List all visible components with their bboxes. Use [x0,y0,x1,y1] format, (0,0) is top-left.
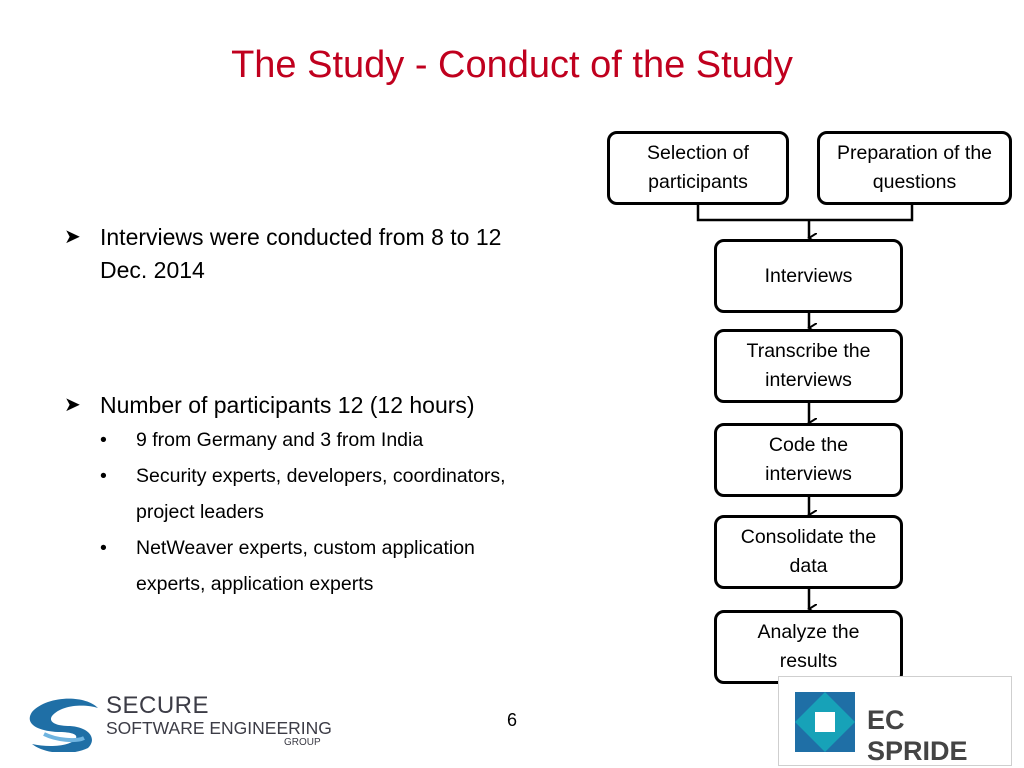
merge-connector [698,205,912,220]
ec-spride-mark-icon [795,692,855,752]
box-line: data [789,555,828,577]
box-line: Interviews [764,264,853,287]
flow-box-code [714,423,903,497]
box-line: interviews [765,463,852,485]
bullet-line: Interviews were conducted from 8 to 12 [100,224,502,250]
page-number: 6 [506,710,517,730]
sse-logo-line1: SECURE [106,692,210,719]
dot-bullet-icon: • [100,429,107,451]
sse-logo-line2: SOFTWARE ENGINEERING [106,718,332,738]
ec-spride-logo-text: EC SPRIDE [867,705,968,766]
flow-box-preparation [817,131,1012,205]
sse-swirl-icon [26,694,102,752]
box-line: Code the [768,434,849,456]
box-line: Transcribe the [746,340,871,362]
bullet-line: Dec. 2014 [100,257,205,283]
sub-bullet-line: experts, application experts [136,573,374,595]
sub-bullet-line: NetWeaver experts, custom application [136,537,475,559]
dot-bullet-icon: • [100,465,107,487]
box-line: Preparation of the [836,142,993,164]
flow-box-transcribe [714,329,903,403]
box-line: results [779,650,838,672]
flow-box-interviews [714,239,903,313]
arrow-bullet-icon: ➤ [64,394,81,416]
sub-bullet-line: Security experts, developers, coordinators, [136,465,506,487]
secure-software-engineering-logo [26,692,336,752]
box-line: Analyze the [757,621,860,643]
sub-bullet-line: project leaders [136,501,264,523]
sub-bullet-line: 9 from Germany and 3 from India [136,429,424,451]
box-line: interviews [765,369,852,391]
box-line: participants [648,171,748,193]
sse-logo-line3: GROUP [284,737,321,748]
box-line: Consolidate the [740,526,877,548]
bullet-line: Number of participants 12 (12 hours) [100,392,475,418]
flow-box-consolidate [714,515,903,589]
flow-box-selection [607,131,789,205]
flow-box-analyze [714,610,903,684]
ec-spride-logo [778,676,1012,766]
dot-bullet-icon: • [100,537,107,559]
box-line: Selection of [647,142,749,164]
arrow-bullet-icon: ➤ [64,226,81,248]
box-line: questions [872,171,957,193]
page-title: The Study - Conduct of the Study [231,44,793,86]
